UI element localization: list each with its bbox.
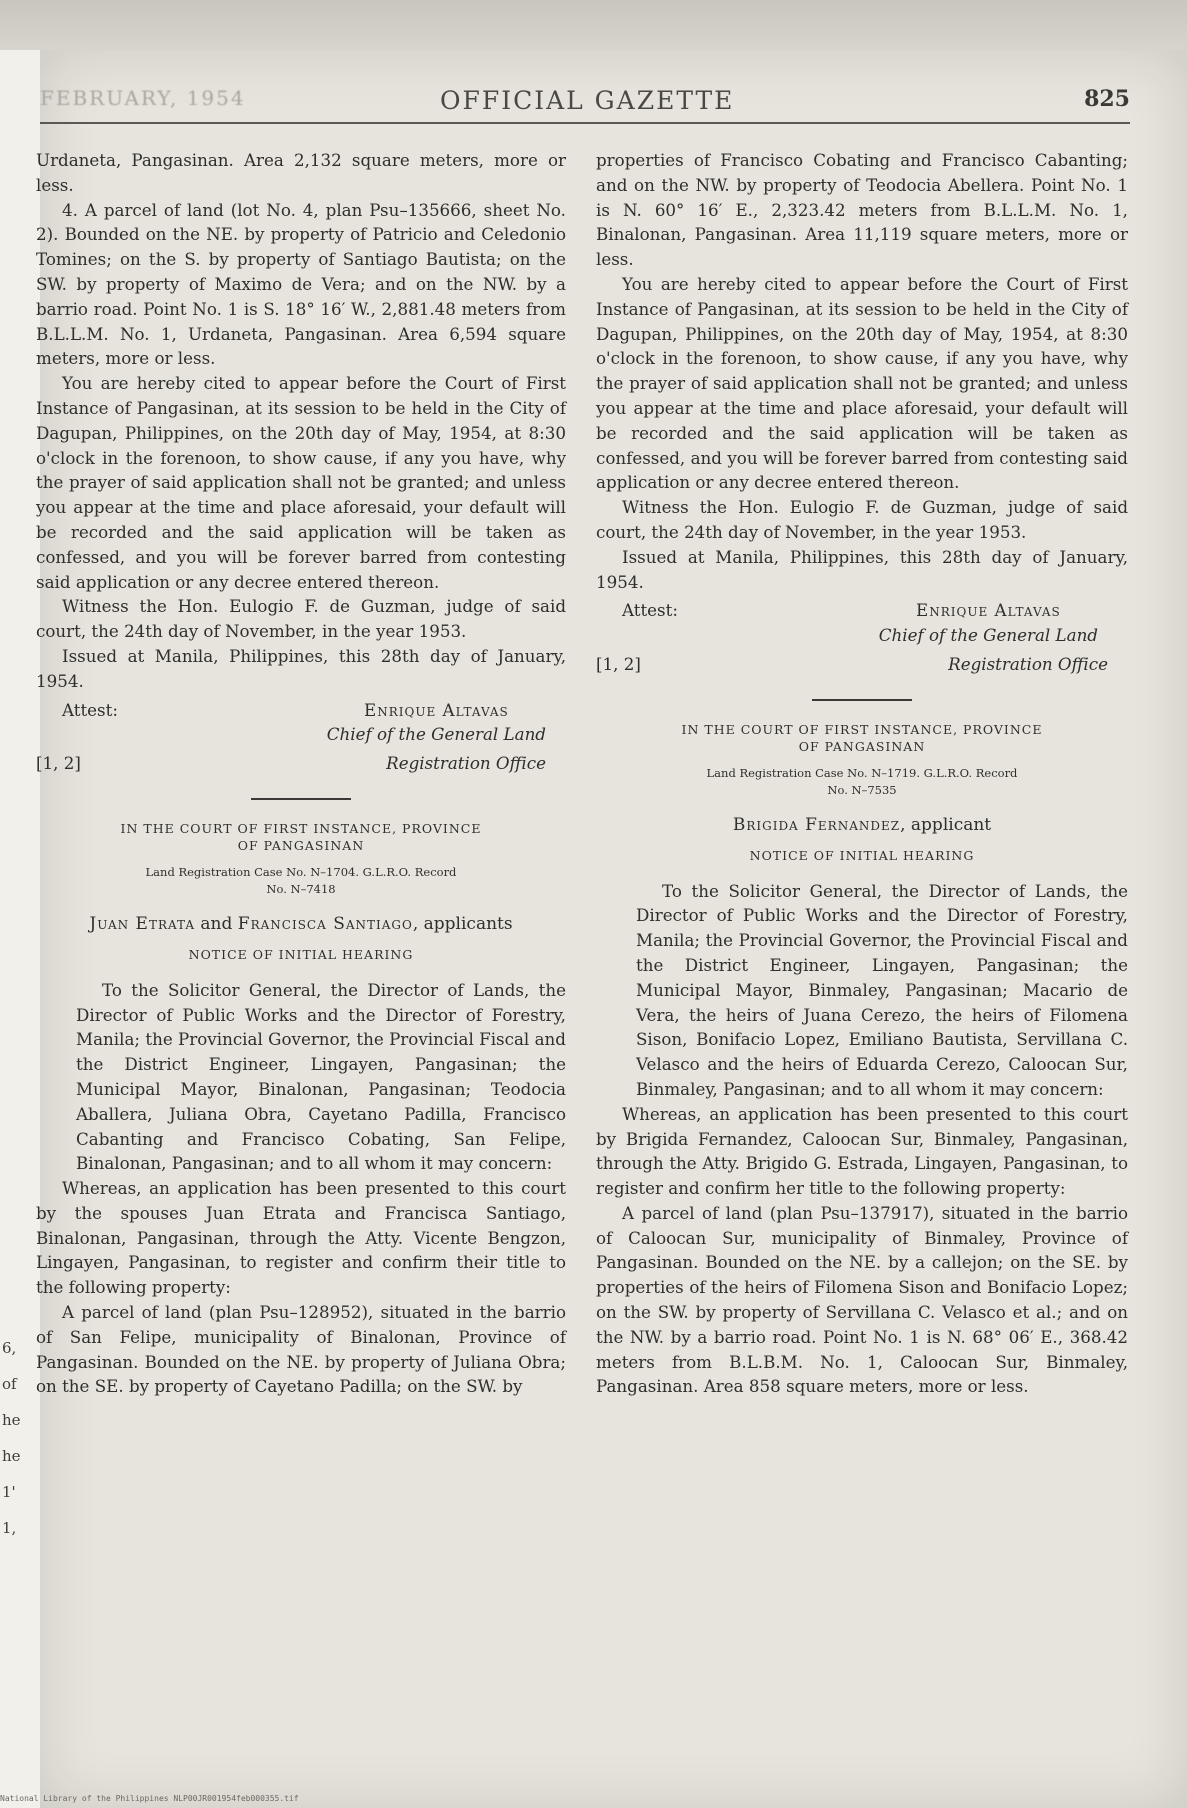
issued-paragraph: Issued at Manila, Philippines, this 28th day of January, 1954. — [36, 645, 566, 691]
case-reference — [36, 864, 566, 898]
attestation — [596, 598, 1128, 648]
attest-title-line1: Chief of the General Land — [878, 625, 1098, 646]
header-title: OFFICIAL GAZETTE — [440, 86, 735, 115]
signature-block — [879, 598, 1098, 648]
court-heading-line1: IN THE COURT OF FIRST INSTANCE, PROVINCE — [120, 820, 482, 836]
applicants-line — [596, 813, 1128, 838]
whereas-paragraph: Whereas, an application has been presented to this court by Brigida Fernandez, Caloocan Sur, Binmaley, Pangasinan, through the Atty. Brigido G. Estrada, Lingayen, Pangasinan, to register and confirm her title to the following property: — [596, 1103, 1128, 1199]
margin-mark: 6, — [2, 1339, 17, 1357]
parcel-paragraph: A parcel of land (plan Psu–137917), situated in the barrio of Caloocan Sur, municipality of Binmaley, Province of Pangasinan. Bounded on the NE. by a callejon; on the SE. by properties of the heirs of Filomena Sison and Bonifacio Lopez; on the SW. by property of Servillana C. Velasco et al.; and on the NW. by a barrio road. Point No. 1 is N. 68° 06′ E., 368.42 meters from B.L.B.M. No. 1, Caloocan Sur, Binmaley, Pangasinan. Area 858 square meters, more or less. — [596, 1202, 1128, 1397]
applicant-suffix: , applicant — [900, 814, 992, 835]
margin-mark: he — [2, 1447, 21, 1465]
cited-paragraph: You are hereby cited to appear before the Court of First Instance of Pangasinan, at its session to be held in the City of Dagupan, Philippines, on the 20th day of May, 1954, at 8:30 o'clock in the forenoon, to show cause, if any you have, why the prayer of said application shall not be granted; and unless you appear at the time and place aforesaid, your default will be recorded and the said application will be taken as confessed, and you will be forever barred from contesting said application or any decree entered thereon. — [596, 273, 1128, 493]
reference-marker: [1, 2] — [36, 753, 81, 774]
attestation — [36, 698, 566, 748]
attestation-ref-row — [596, 652, 1128, 677]
page-number: 825 — [1084, 86, 1130, 112]
attest-label: Attest: — [62, 699, 118, 720]
scan-footer: National Library of the Philippines NLP00JR001954feb000355.tif — [0, 1794, 299, 1803]
parcel-paragraph: A parcel of land (plan Psu–128952), situated in the barrio of San Felipe, municipality of Binalonan, Province of Pangasinan. Bounded on the NE. by property of Juliana Obra; on the SE. by property of Cayetano Padilla; on the SW. by — [36, 1302, 566, 1397]
left-column — [36, 148, 566, 1399]
header-date: FEBRUARY, 1954 — [40, 86, 246, 110]
court-heading-line1: IN THE COURT OF FIRST INSTANCE, PROVINCE — [681, 721, 1043, 737]
attest-title-line2: Registration Office — [386, 753, 546, 774]
applicant-suffix: , applicants — [412, 913, 513, 934]
cited-paragraph: You are hereby cited to appear before the Court of First Instance of Pangasinan, at its session to be held in the City of Dagupan, Philippines, on the 20th day of May, 1954, at 8:30 o'clock in the forenoon, to show cause, if any you have, why the prayer of said application shall not be granted; and unless you appear at the time and place aforesaid, your default will be recorded and the said application will be taken as confessed, and you will be forever barred from contesting said application or any decree entered thereon. — [36, 373, 566, 592]
issued-paragraph: Issued at Manila, Philippines, this 28th day of January, 1954. — [596, 546, 1128, 592]
witness-paragraph: Witness the Hon. Eulogio F. de Guzman, judge of said court, the 24th day of November, in the year 1953. — [36, 596, 566, 642]
attest-name: Enrique Altavas — [916, 600, 1061, 621]
applicants-line — [36, 912, 566, 937]
notice-title: NOTICE OF INITIAL HEARING — [749, 847, 975, 863]
binding-margin-marks — [2, 1330, 21, 1546]
case-reference-line2: No. N–7418 — [266, 881, 336, 896]
court-heading-line2: OF PANGASINAN — [237, 837, 365, 853]
court-heading-line2: OF PANGASINAN — [798, 738, 926, 754]
addressees: To the Solicitor General, the Director of Lands, the Director of Public Works and the Director of Forestry, Manila; the Provincial Governor, the Provincial Fiscal and the District Engineer, Lingayen, Pangasinan; the Municipal Mayor, Binmaley, Pangasinan; Macario de Vera, the heirs of Juana Cerezo, the heirs of Filomena Sison, Bonifacio Lopez, Emiliano Bautista, Servillana C. Velasco and the heirs of Eduarda Cerezo, Caloocan Sur, Binmaley, Pangasinan; and to all whom it may concern: — [636, 880, 1128, 1099]
margin-mark: 1, — [2, 1519, 17, 1537]
applicant-name: Brigida Fernandez — [732, 814, 901, 835]
case-reference-line1: Land Registration Case No. N–1719. G.L.R.O. Record — [706, 765, 1018, 780]
page-header — [40, 86, 1130, 124]
applicant-name-1: Juan Etrata — [89, 913, 196, 934]
witness-paragraph: Witness the Hon. Eulogio F. de Guzman, judge of said court, the 24th day of November, in the year 1953. — [596, 497, 1128, 542]
parcel-4-paragraph: 4. A parcel of land (lot No. 4, plan Psu–135666, sheet No. 2). Bounded on the NE. by property of Patricio and Celedonio Tomines; on the S. by property of Santiago Bautista; on the SW. by property of Maximo de Vera; and on the NW. by a barrio road. Point No. 1 is S. 18° 16′ W., 2,881.48 meters from B.L.L.M. No. 1, Urdaneta, Pangasinan. Area 6,594 square meters, more or less. — [36, 199, 566, 369]
case-reference-line2: No. N–7535 — [827, 782, 897, 797]
attest-title-line1: Chief of the General Land — [326, 724, 546, 745]
margin-mark: of — [2, 1375, 17, 1393]
margin-mark: 1' — [2, 1483, 16, 1501]
right-column — [596, 148, 1128, 1399]
notice-title: NOTICE OF INITIAL HEARING — [188, 946, 414, 962]
reference-marker: [1, 2] — [596, 653, 641, 674]
case-reference — [596, 765, 1128, 799]
court-heading — [36, 820, 566, 854]
section-divider — [251, 798, 351, 800]
whereas-paragraph: Whereas, an application has been presented to this court by the spouses Juan Etrata and Francisca Santiago, Binalonan, Pangasinan, through the Atty. Vicente Bengzon, Lingayen, Pangasinan, to register and confirm their title to the following property: — [36, 1178, 566, 1298]
margin-mark: he — [2, 1411, 21, 1429]
section-divider — [812, 699, 912, 701]
continuation-paragraph: properties of Francisco Cobating and Francisco Cabanting; and on the NW. by property of Teodocia Abellera. Point No. 1 is N. 60° 16′ E., 2,323.42 meters from B.L.L.M. No. 1, Binalonan, Pangasinan. Area 11,119 square meters, more or less. — [596, 150, 1128, 270]
applicant-and: and — [200, 913, 233, 934]
attestation-ref-row — [36, 751, 566, 776]
attest-label: Attest: — [622, 600, 678, 621]
continuation-paragraph: Urdaneta, Pangasinan. Area 2,132 square meters, more or less. — [36, 150, 566, 195]
court-heading — [596, 721, 1128, 755]
applicant-name-2: Francisca Santiago — [237, 913, 413, 934]
case-reference-line1: Land Registration Case No. N–1704. G.L.R.O. Record — [145, 864, 457, 879]
addressees: To the Solicitor General, the Director of Lands, the Director of Public Works and the Director of Forestry, Manila; the Provincial Governor, the Provincial Fiscal and the District Engineer, Lingayen, Pangasinan; the Municipal Mayor, Binalonan, Pangasinan; Teodocia Aballera, Juliana Obra, Cayetano Padilla, Francisco Cabanting and Francisco Cobating, San Felipe, Binalonan, Pangasinan; and to all whom it may concern: — [76, 979, 566, 1174]
attest-name: Enrique Altavas — [364, 699, 509, 720]
attest-title-line2: Registration Office — [948, 653, 1108, 674]
signature-block — [327, 698, 546, 748]
